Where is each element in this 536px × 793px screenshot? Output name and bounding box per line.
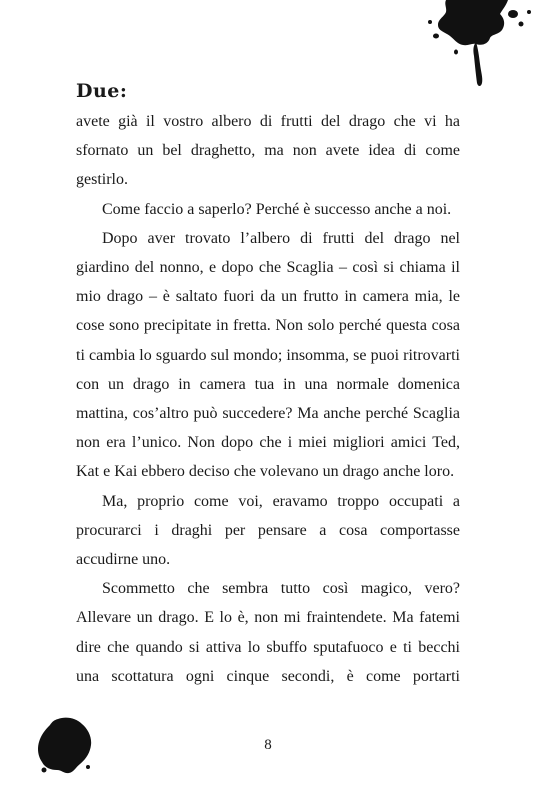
page-number: 8 [264, 737, 272, 753]
paragraph: avete già il vostro albero di frutti del drago che vi ha sfornato un bel draghetto, ma non avete idea di come gestirlo. [76, 113, 460, 189]
paragraph: Scommetto che sembra tutto così magico, vero? Allevare un drago. E lo è, non mi fraintendete. Ma fatemi dire che quando si attiva lo sbuffo sputafuoco e ti becchi una scottatura ogni cinque secondi, è come portarti [76, 580, 460, 685]
chapter-label: Due: [76, 80, 128, 102]
body-text [76, 107, 460, 691]
ink-blot-icon [36, 715, 94, 775]
paragraph: Ma, proprio come voi, eravamo troppo occupati a procurarci i draghi per pensare a cosa comportasse accudirne uno. [76, 492, 460, 569]
ink-splatter-icon [416, 0, 536, 90]
paragraph: Come faccio a saperlo? Perché è successo anche a noi. [102, 200, 452, 218]
paragraph: Dopo aver trovato l’albero di frutti del drago nel giardino del nonno, e dopo che Scaglia – così si chiama il mio drago – è saltato fuori da un frutto in camera mia, le cose sono precipitate in fretta. Non solo perché questa cosa ti cambia lo sguardo sul mondo; insomma, se puoi ritrovarti con un drago in camera tua in una normale domenica mattina, cos’altro può succedere? Ma anche perché Scaglia non era l’unico. Non dopo che i miei migliori amici Ted, Kat e Kai ebbero deciso che volevano un drago anche loro. [76, 229, 460, 481]
